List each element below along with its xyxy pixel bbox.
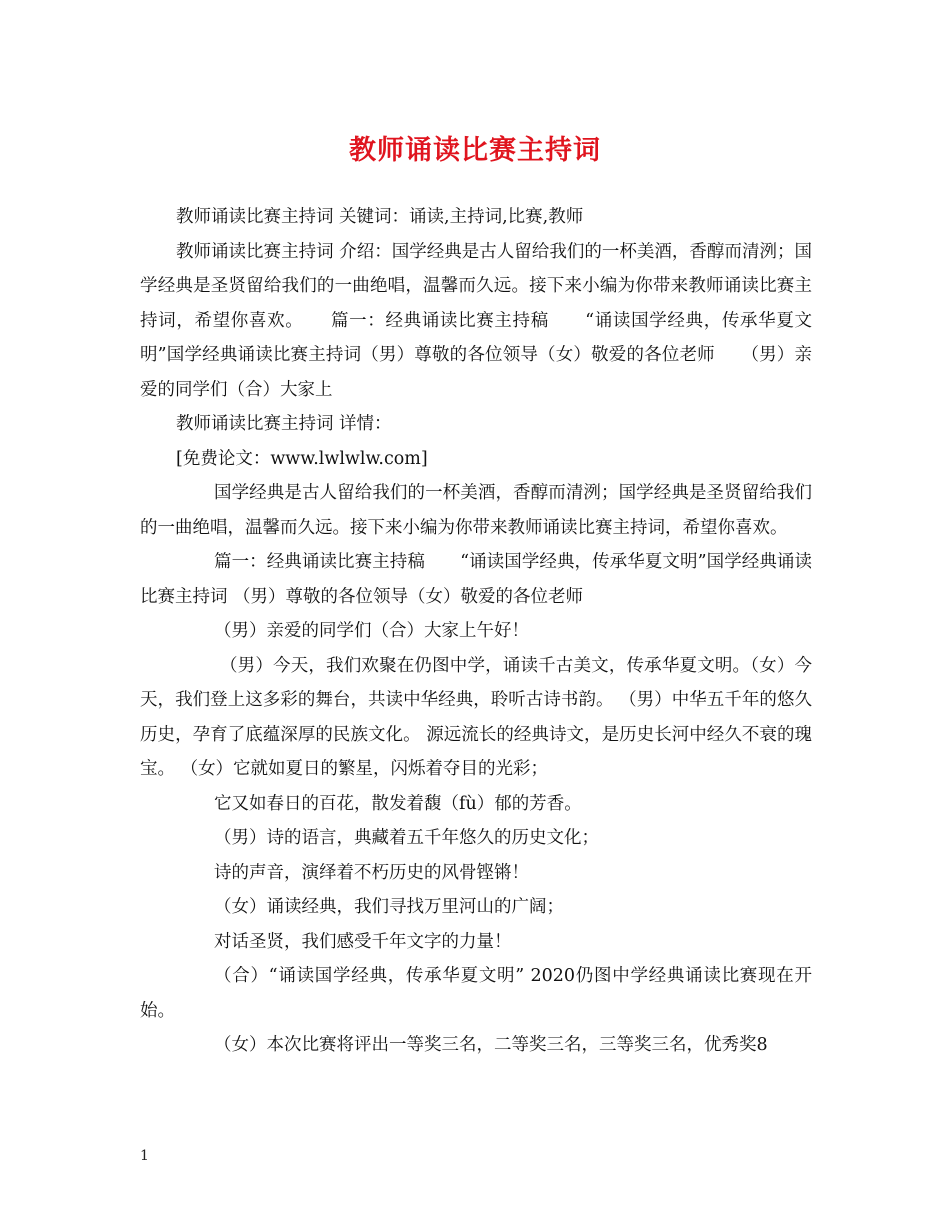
body-paragraph: 对话圣贤，我们感受千年文字的力量！ — [214, 931, 512, 952]
document-title: 教师诵读比赛主持词 — [349, 135, 601, 166]
document-body — [140, 200, 812, 1063]
body-paragraph: （女）本次比赛将评出一等奖三名，二等奖三名，三等奖三名，优秀奖8 — [214, 1035, 768, 1055]
body-paragraph: 篇一：经典诵读比赛主持稿 “诵读国学经典，传承华夏文明”国学经典诵读比赛主持词 （男）尊敬的各位领导（女）敬爱的各位老师 — [140, 552, 812, 607]
body-paragraph: （男）亲爱的同学们（合）大家上午好！ — [214, 621, 529, 641]
body-paragraph: 国学经典是古人留给我们的一杯美酒，香醇而清洌；国学经典是圣贤留给我们的一曲绝唱，温馨而久远。接下来小编为你带来教师诵读比赛主持词，希望你喜欢。 — [140, 483, 812, 538]
body-paragraph: （合）“诵读国学经典，传承华夏文明” 2020仍图中学经典诵读比赛现在开始。 — [140, 966, 812, 1021]
body-paragraph: （男）诗的语言，典藏着五千年悠久的历史文化； — [214, 828, 599, 848]
details-heading: 教师诵读比赛主持词 详情： — [176, 414, 392, 434]
intro-paragraph: 教师诵读比赛主持词 介绍：国学经典是古人留给我们的一杯美酒，香醇而清洌；国学经典是圣贤留给我们的一曲绝唱，温馨而久远。接下来小编为你带来教师诵读比赛主持词，希望你喜欢。 篇一：经典诵读比赛主持稿 “诵读国学经典，传承华夏文明”国学经典诵读比赛主持词（男）尊敬的各位领导（女）敬爱的各位老师 （男）亲爱的同学们（合）大家上 — [140, 241, 812, 400]
body-paragraph: 它又如春日的百花，散发着馥（fù）郁的芳香。 — [214, 793, 582, 814]
page-number: 1 — [140, 1148, 149, 1164]
keywords-paragraph: 教师诵读比赛主持词 关键词：诵读,主持词,比赛,教师 — [176, 207, 584, 227]
source-link[interactable]: [免费论文：www.lwlwlw.com] — [176, 448, 428, 469]
body-paragraph: （女）诵读经典，我们寻找万里河山的广阔； — [214, 897, 564, 917]
body-paragraph: 诗的声音，演绎着不朽历史的风骨铿锵！ — [214, 862, 529, 883]
body-paragraph: （男）今天，我们欢聚在仍图中学，诵读千古美文，传承华夏文明。（女）今天，我们登上这多彩的舞台，共读中华经典，聆听古诗书韵。 （男）中华五千年的悠久历史，孕育了底蕴深厚的民族文化。 源远流长的经典诗文，是历史长河中经久不衰的瑰宝。 （女）它就如夏日的繁星，闪烁着夺目的光彩； — [140, 655, 812, 779]
